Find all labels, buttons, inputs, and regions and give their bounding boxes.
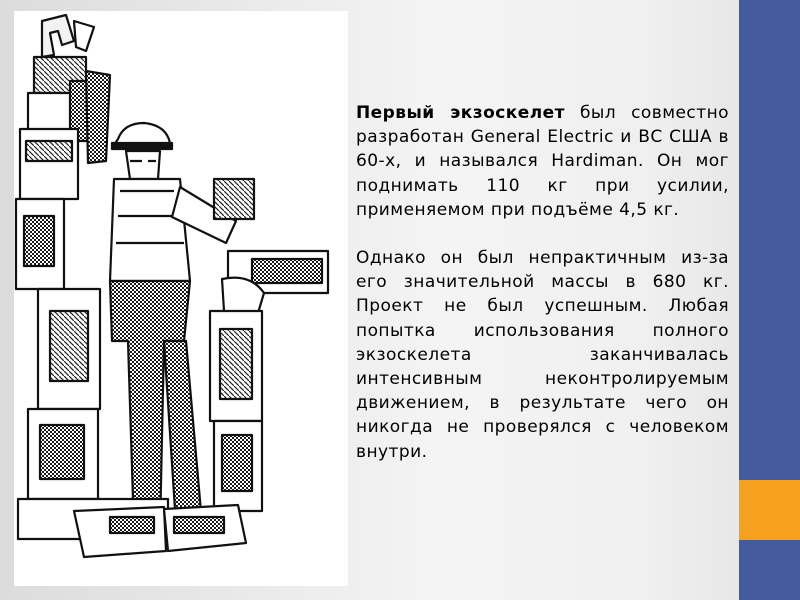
illustration-drawing <box>14 11 348 586</box>
orange-accent-block <box>739 480 800 540</box>
paragraph-first-exoskeleton <box>356 101 729 222</box>
paragraph-impractical: Однако он был непрактичным из-за его значительной массы в 680 кг. Проект не был успешным. Любая попытка использования полного экзоскелета заканчивалась интенсивным неконтролируемым движением, в результате чего он никогда не проверялся с человеком внутри. <box>356 248 729 462</box>
hardiman-exoskeleton-illustration <box>14 11 348 586</box>
description-text <box>356 101 729 464</box>
bold-term: Первый экзоскелет <box>356 103 565 123</box>
paragraph-one-text: был совместно разработан General Electric и ВС США в 60-х, и назывался Hardiman. Он мог поднимать 110 кг при усилии, применяемом при подъёме 4,5 кг. <box>356 103 729 220</box>
